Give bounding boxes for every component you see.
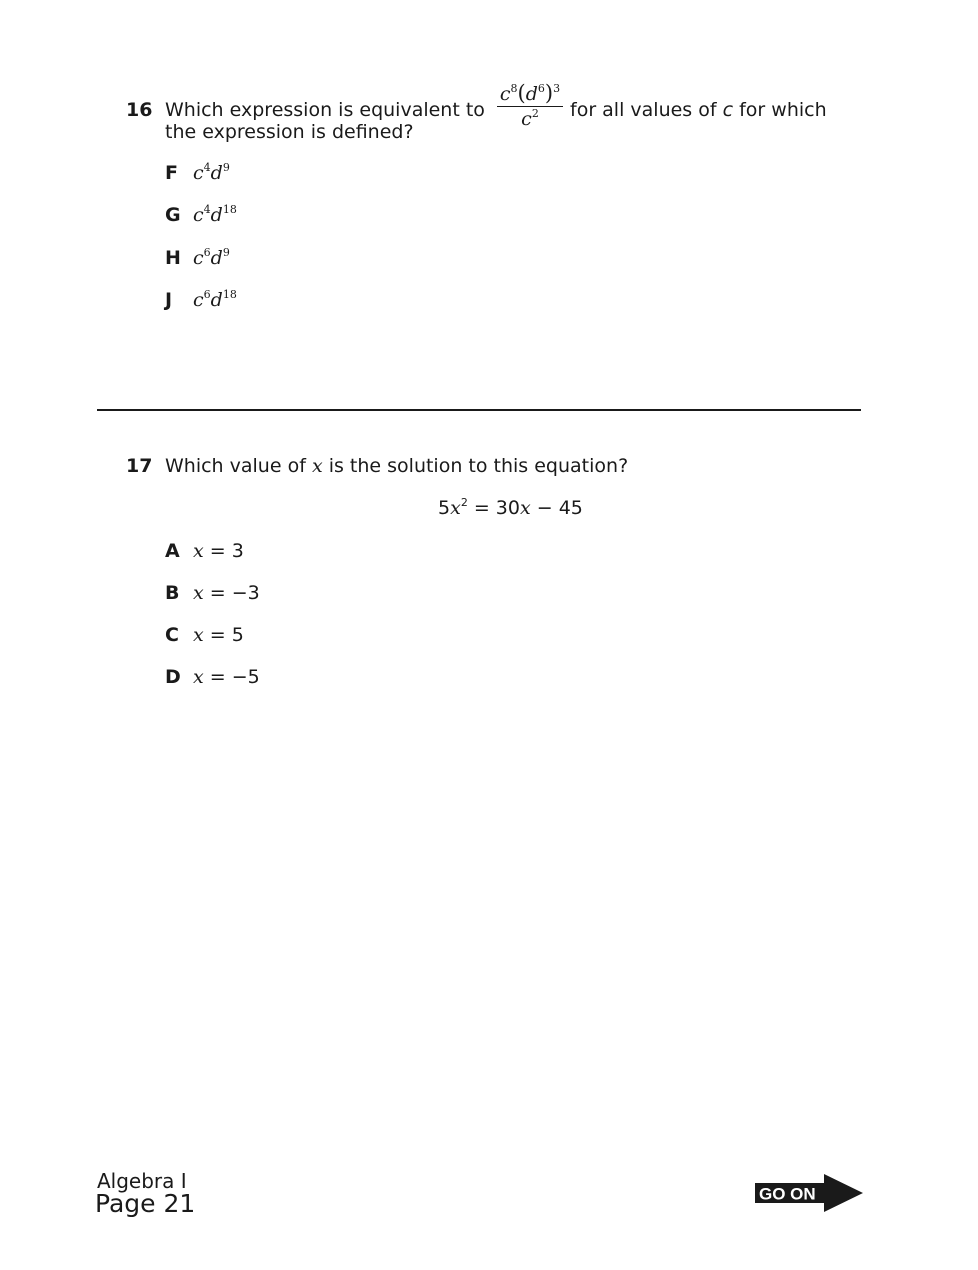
answer-option-f[interactable] [165,161,230,185]
go-on-label: GO ON [759,1184,816,1204]
go-on-arrow-icon[interactable] [755,1174,863,1212]
option-expression: $c^4d^9$ [193,160,230,184]
option-letter: F [165,162,178,184]
question-16-stem-after: for all values of c for which [570,99,827,121]
answer-option-c[interactable]: C x = 5 [165,624,244,646]
option-letter: B [165,582,180,604]
answer-option-h[interactable] [165,246,230,270]
question-16-stem-line1 [165,99,485,121]
question-17-stem: Which value of x is the solution to this equation? [165,455,629,477]
answer-option-a[interactable]: A x = 3 [165,540,244,562]
fraction-denominator: $c^2$ [521,106,539,130]
option-expression: $c^6d^9$ [193,245,230,269]
footer-subject: Algebra I [97,1169,187,1193]
stem-text: Which expression is equivalent to [165,99,485,121]
section-divider [97,409,861,411]
question-17-equation: $5x^2 = 30x - 45$ [438,495,583,519]
answer-option-d[interactable]: D x = −5 [165,666,260,688]
footer-page-number: Page 21 [95,1189,196,1218]
question-16-number: 16 [126,99,153,121]
fraction-numerator: $c^8(d^6)^3$ [497,80,563,107]
option-expression: $c^6d^{18}$ [193,287,237,311]
option-letter: A [165,540,180,562]
question-17-number: 17 [126,455,153,477]
question-16-stem-line2: the expression is defined? [165,121,414,143]
answer-option-j[interactable] [165,288,237,312]
option-letter: G [165,204,181,226]
option-letter: J [165,289,173,311]
option-expression: $c^4d^{18}$ [193,202,237,226]
answer-option-b[interactable]: B x = −3 [165,582,260,604]
option-letter: D [165,666,181,688]
answer-option-g[interactable] [165,203,237,227]
option-letter: C [165,624,179,646]
question-16-fraction [497,80,563,131]
option-letter: H [165,247,181,269]
